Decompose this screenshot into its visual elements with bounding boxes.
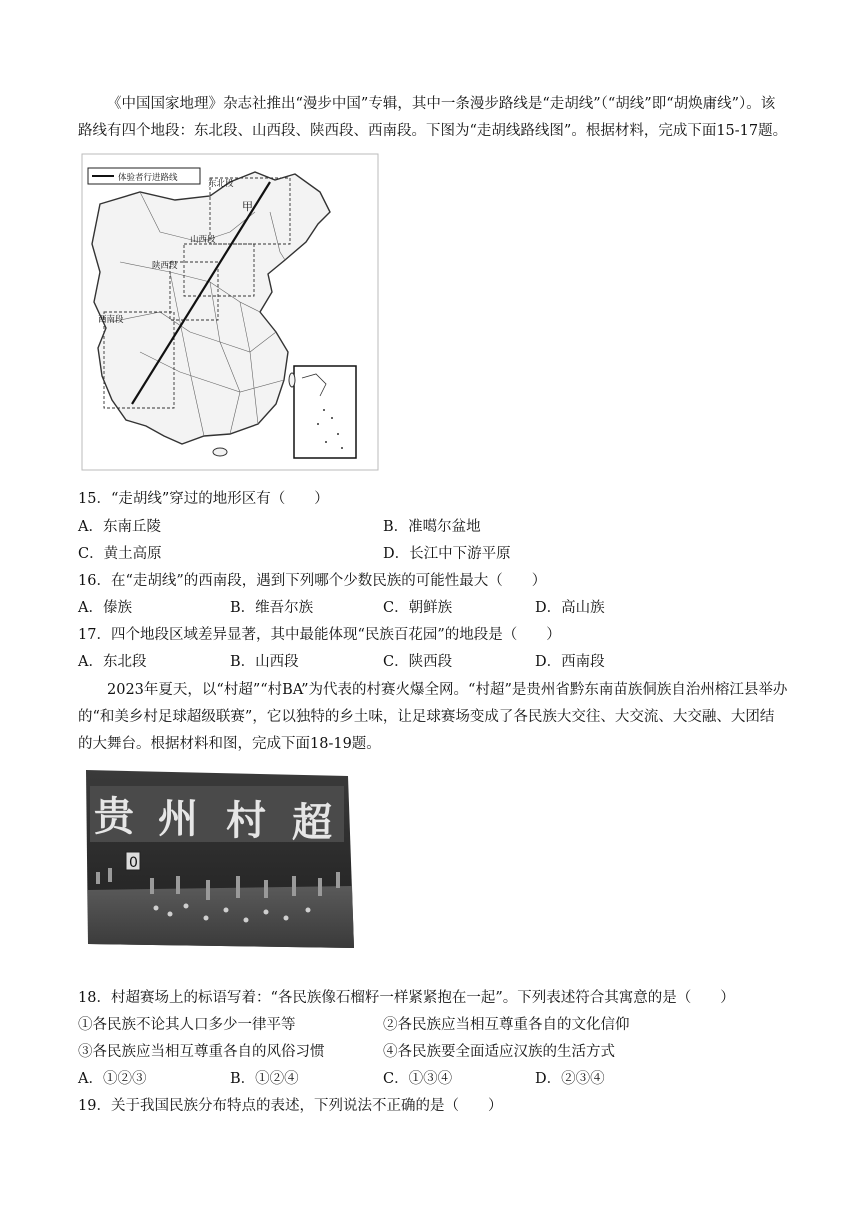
question-18-stem: 18．村超赛场上的标语写着：“各民族像石榴籽一样紧紧抱在一起”。下列表述符合其寓意的是（ ） [78,990,735,1006]
q18-option-b: B．①②④ [230,1071,299,1087]
hainan-island [213,448,227,456]
label-jia: 甲 [242,200,253,213]
photo-field [88,886,354,948]
q17-option-a: A．东北段 [78,654,147,670]
label-shaanxi: 陕西段 [152,261,178,271]
question-19-stem: 19．关于我国民族分布特点的表述，下列说法不正确的是（ ） [78,1098,503,1114]
question-15-stem: 15．“走胡线”穿过的地形区有（ ） [78,491,329,507]
q18-option-d: D．②③④ [535,1071,605,1087]
q17-option-d: D．西南段 [535,654,605,670]
banner-char-1: 贵 [94,794,134,840]
label-southwest: 西南段 [98,315,124,325]
banner-char-2: 州 [158,796,198,842]
q17-option-b: B．山西段 [230,654,299,670]
q18-statement-3: ③各民族应当相互尊重各自的风俗习惯 [78,1044,325,1060]
intro-paragraph-1: 《中国国家地理》杂志社推出“漫步中国”专辑，其中一条漫步路线是“走胡线”（“胡线”即“胡焕庸线”）。该路线有四个地段：东北段、山西段、陕西段、西南段。下图为“走胡线路线图”。根据材料，完成下面15-17题。 [78,96,788,139]
q18-option-c: C．①③④ [383,1071,453,1087]
village-super-league-photo [86,768,356,950]
south-china-sea-inset [294,366,356,458]
banner-char-3: 村 [226,798,266,844]
q18-statement-1: ①各民族不论其人口多少一律平等 [78,1017,296,1033]
scoreboard-digit: 0 [129,855,138,871]
q16-option-d: D．高山族 [535,600,605,616]
q17-option-c: C．陕西段 [383,654,453,670]
map-legend-label: 体验者行进路线 [118,173,178,183]
label-shanxi: 山西段 [190,235,216,245]
taiwan-island [289,373,295,387]
q16-option-a: A．傣族 [78,600,132,616]
q15-option-c: C．黄土高原 [78,546,162,562]
banner-char-4: 超 [292,800,332,846]
label-northeast: 东北段 [208,179,234,189]
intro-paragraph-2: 2023年夏天，以“村超”“村BA”为代表的村赛火爆全网。“村超”是贵州省黔东南苗族侗族自治州榕江县举办的“和美乡村足球超级联赛”，它以独特的乡土味，让足球赛场变成了各民族大交往、大交流、大交融、大团结的大舞台。根据材料和图，完成下面18-19题。 [78,682,788,752]
q18-option-a: A．①②③ [78,1071,147,1087]
q15-option-b: B．准噶尔盆地 [383,519,481,535]
q16-option-b: B．维吾尔族 [230,600,314,616]
question-17-stem: 17．四个地段区域差异显著，其中最能体现“民族百花园”的地段是（ ） [78,627,561,643]
q16-option-c: C．朝鲜族 [383,600,453,616]
route-map-figure [80,152,380,472]
question-16-stem: 16．在“走胡线”的西南段，遇到下列哪个少数民族的可能性最大（ ） [78,573,547,589]
q18-statement-4: ④各民族要全面适应汉族的生活方式 [383,1044,615,1060]
q15-option-d: D．长江中下游平原 [383,546,511,562]
q18-statement-2: ②各民族应当相互尊重各自的文化信仰 [383,1017,630,1033]
q15-option-a: A．东南丘陵 [78,519,161,535]
